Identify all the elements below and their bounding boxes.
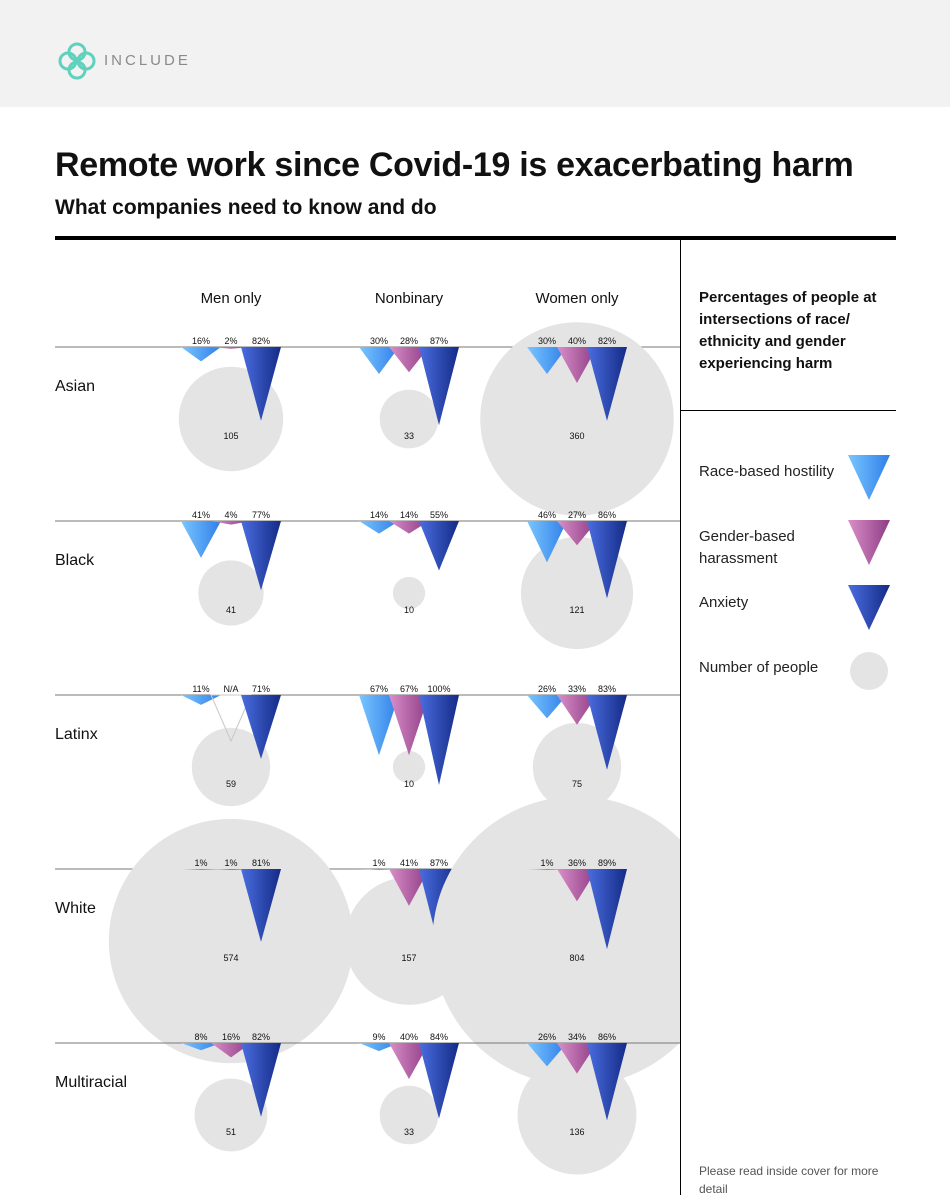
- value-label-gender-based-harassment-asian-nonbinary: 28%: [399, 336, 419, 346]
- row-label-multiracial: Multiracial: [55, 1074, 128, 1091]
- value-label-race-based-hostility-latinx-nonbinary: 67%: [369, 684, 389, 694]
- people-count-asian-women-only: 360: [569, 431, 585, 441]
- column-header-men-only: Men only: [200, 290, 262, 307]
- people-count-black-men-only: 41: [225, 605, 237, 615]
- people-count-latinx-nonbinary: 10: [403, 779, 415, 789]
- people-count-multiracial-nonbinary: 33: [403, 1127, 415, 1137]
- value-label-anxiety-latinx-women-only: 83%: [597, 684, 617, 694]
- value-label-gender-based-harassment-asian-women-only: 40%: [567, 336, 587, 346]
- knot-logo-icon: [56, 40, 98, 82]
- legend-label-people: Number of people: [699, 659, 819, 676]
- value-label-gender-based-harassment-white-men-only: 1%: [224, 858, 238, 868]
- value-label-race-based-hostility-multiracial-men-only: 8%: [194, 1032, 208, 1042]
- value-label-anxiety-multiracial-women-only: 86%: [597, 1032, 617, 1042]
- people-count-white-nonbinary: 157: [401, 953, 417, 963]
- brand-name: INCLUDE: [104, 52, 191, 69]
- value-label-gender-based-harassment-multiracial-women-only: 34%: [567, 1032, 587, 1042]
- legend-label-race: Race-based hostility: [699, 463, 835, 480]
- value-label-race-based-hostility-multiracial-nonbinary: 9%: [372, 1032, 386, 1042]
- people-circle-black-men-only: [198, 560, 263, 625]
- value-label-race-based-hostility-multiracial-women-only: 26%: [537, 1032, 557, 1042]
- people-count-latinx-women-only: 75: [571, 779, 583, 789]
- harm-chart: [0, 240, 680, 1200]
- value-label-gender-based-harassment-black-men-only: 4%: [224, 510, 238, 520]
- legend-people-circle-icon: [849, 651, 889, 691]
- legend-heading-divider: [681, 410, 896, 411]
- people-count-multiracial-men-only: 51: [225, 1127, 237, 1137]
- row-label-asian: Asian: [55, 378, 96, 395]
- value-label-race-based-hostility-latinx-women-only: 26%: [537, 684, 557, 694]
- value-label-race-based-hostility-black-men-only: 41%: [191, 510, 211, 520]
- people-count-black-women-only: 121: [569, 605, 585, 615]
- value-label-race-based-hostility-latinx-men-only: 11%: [192, 684, 210, 694]
- value-label-anxiety-black-nonbinary: 55%: [429, 510, 449, 520]
- value-label-anxiety-asian-men-only: 82%: [251, 336, 271, 346]
- value-label-race-based-hostility-white-men-only: 1%: [194, 858, 208, 868]
- people-count-multiracial-women-only: 136: [569, 1127, 585, 1137]
- value-label-race-based-hostility-asian-men-only: 16%: [191, 336, 211, 346]
- triangle-anxiety-black-nonbinary: [419, 521, 459, 571]
- footnote: Please read inside cover for more detail: [699, 1164, 879, 1196]
- value-label-anxiety-multiracial-nonbinary: 84%: [429, 1032, 449, 1042]
- column-header-nonbinary: Nonbinary: [374, 290, 444, 307]
- legend-divider: [680, 240, 681, 1195]
- value-label-gender-based-harassment-black-women-only: 27%: [567, 510, 587, 520]
- column-header-women-only: Women only: [535, 290, 619, 307]
- value-label-gender-based-harassment-white-women-only: 36%: [567, 858, 587, 868]
- people-count-white-men-only: 574: [223, 953, 239, 963]
- value-label-anxiety-multiracial-men-only: 82%: [251, 1032, 271, 1042]
- value-label-gender-based-harassment-latinx-women-only: 33%: [567, 684, 587, 694]
- value-label-gender-based-harassment-multiracial-men-only: 16%: [221, 1032, 241, 1042]
- legend-label-gender: Gender-based harassment: [699, 528, 795, 567]
- people-count-black-nonbinary: 10: [403, 605, 415, 615]
- people-circle-white-men-only: [109, 819, 353, 1063]
- value-label-gender-based-harassment-black-nonbinary: 14%: [399, 510, 419, 520]
- triangle-race-based-hostility-asian-men-only: [181, 347, 221, 361]
- value-label-anxiety-white-men-only: 81%: [251, 858, 271, 868]
- people-count-white-women-only: 804: [569, 953, 585, 963]
- people-count-asian-men-only: 105: [223, 431, 239, 441]
- value-label-anxiety-latinx-men-only: 71%: [251, 684, 271, 694]
- legend-label-anxiety: Anxiety: [699, 594, 749, 611]
- value-label-race-based-hostility-asian-nonbinary: 30%: [369, 336, 389, 346]
- triangle-race-based-hostility-black-men-only: [181, 521, 221, 558]
- value-label-anxiety-black-men-only: 77%: [251, 510, 271, 520]
- value-label-anxiety-white-women-only: 89%: [597, 858, 617, 868]
- value-label-anxiety-asian-women-only: 82%: [597, 336, 617, 346]
- row-label-black: Black: [55, 552, 95, 569]
- value-label-race-based-hostility-asian-women-only: 30%: [537, 336, 557, 346]
- value-label-anxiety-asian-nonbinary: 87%: [429, 336, 449, 346]
- value-label-gender-based-harassment-white-nonbinary: 41%: [399, 858, 419, 868]
- value-label-gender-based-harassment-asian-men-only: 2%: [224, 336, 238, 346]
- value-label-gender-based-harassment-latinx-nonbinary: 67%: [399, 684, 419, 694]
- legend-anxiety-triangle-icon: [848, 585, 890, 631]
- row-label-latinx: Latinx: [55, 726, 98, 743]
- people-count-asian-nonbinary: 33: [403, 431, 415, 441]
- value-label-race-based-hostility-black-women-only: 46%: [537, 510, 557, 520]
- value-label-race-based-hostility-black-nonbinary: 14%: [369, 510, 389, 520]
- value-label-anxiety-black-women-only: 86%: [597, 510, 617, 520]
- value-label-race-based-hostility-white-women-only: 1%: [540, 858, 554, 868]
- people-circle-white-women-only: [429, 796, 680, 1085]
- legend-gender-triangle-icon: [848, 520, 890, 566]
- page-title: Remote work since Covid-19 is exacerbating harm: [55, 146, 854, 184]
- header-bar: [0, 0, 950, 107]
- value-label-anxiety-latinx-nonbinary: 100%: [427, 684, 451, 694]
- value-label-gender-based-harassment-latinx-men-only: N/A: [223, 684, 239, 694]
- row-label-white: White: [55, 900, 96, 917]
- value-label-race-based-hostility-white-nonbinary: 1%: [372, 858, 386, 868]
- page-subtitle: What companies need to know and do: [55, 196, 437, 219]
- value-label-anxiety-white-nonbinary: 87%: [429, 858, 449, 868]
- triangle-anxiety-latinx-nonbinary: [419, 695, 459, 785]
- value-label-gender-based-harassment-multiracial-nonbinary: 40%: [399, 1032, 419, 1042]
- legend-heading: Percentages of people at intersections of race/ ethnicity and gender experiencing harm: [699, 289, 877, 372]
- legend-race-triangle-icon: [848, 455, 890, 501]
- people-count-latinx-men-only: 59: [225, 779, 237, 789]
